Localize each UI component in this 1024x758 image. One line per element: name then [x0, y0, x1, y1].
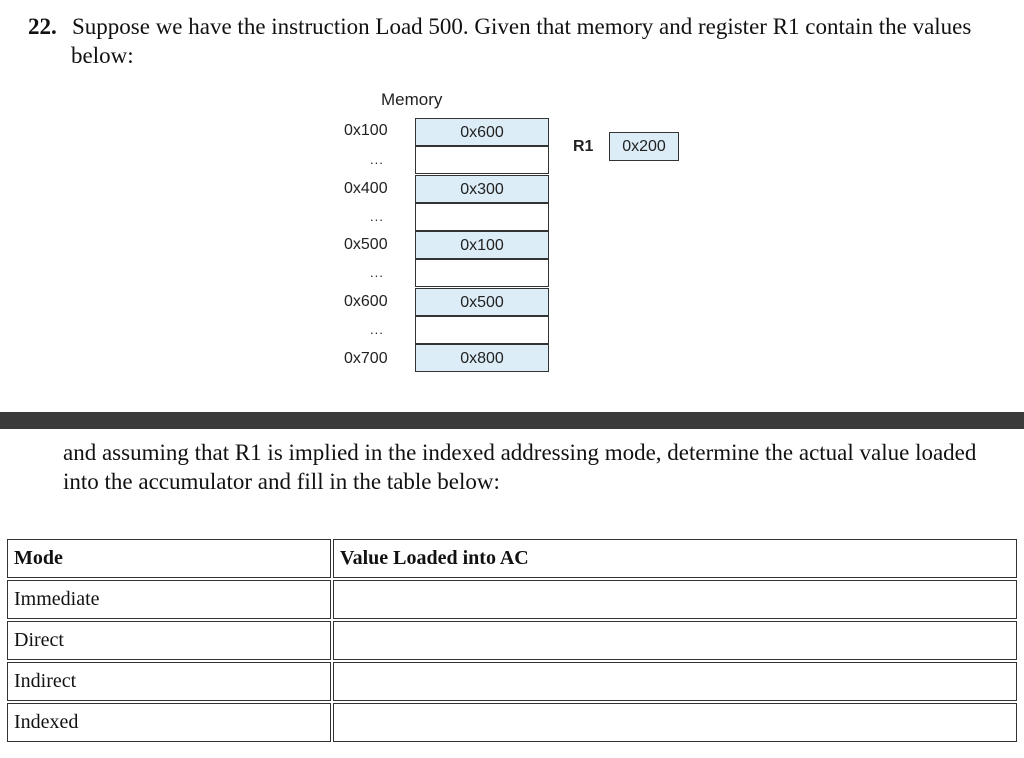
memory-ellipsis: ...: [370, 209, 384, 224]
table-row: [7, 580, 1017, 619]
value-cell[interactable]: [333, 703, 1017, 742]
table-row: [7, 703, 1017, 742]
addressing-mode-table: [5, 537, 1019, 744]
header-mode: Mode: [7, 539, 331, 578]
memory-address-0x100: 0x100: [344, 122, 388, 139]
memory-ellipsis: ...: [370, 152, 384, 167]
memory-address-0x700: 0x700: [344, 350, 388, 367]
mode-cell: Immediate: [7, 580, 331, 619]
memory-cell-empty: [415, 316, 549, 344]
question-line-2: below:: [71, 43, 134, 68]
question-number: 22.: [28, 14, 57, 39]
memory-cell-0x400: 0x300: [415, 175, 549, 203]
memory-cell-0x100: 0x600: [415, 118, 549, 146]
memory-address-0x500: 0x500: [344, 236, 388, 253]
table-header-row: [7, 539, 1017, 578]
memory-ellipsis: ...: [370, 322, 384, 337]
memory-cell-empty: [415, 146, 549, 174]
memory-cell-0x600: 0x500: [415, 288, 549, 316]
mode-cell: Direct: [7, 621, 331, 660]
value-cell[interactable]: [333, 580, 1017, 619]
section-divider: [0, 412, 1024, 429]
memory-ellipsis: ...: [370, 265, 384, 280]
value-cell[interactable]: [333, 662, 1017, 701]
question-line-1-text: Suppose we have the instruction Load 500. Given that memory and register R1 contain the values: [72, 14, 972, 39]
memory-address-0x600: 0x600: [344, 293, 388, 310]
register-r1-value: 0x200: [609, 132, 679, 161]
memory-cell-0x500: 0x100: [415, 231, 549, 259]
memory-cell-0x700: 0x800: [415, 344, 549, 372]
paragraph-line-2: into the accumulator and fill in the table below:: [63, 469, 500, 494]
table-row: [7, 621, 1017, 660]
register-r1-label: R1: [573, 138, 594, 155]
memory-cell-empty: [415, 203, 549, 231]
table-row: [7, 662, 1017, 701]
mode-cell: Indirect: [7, 662, 331, 701]
paragraph-line-1: and assuming that R1 is implied in the indexed addressing mode, determine the actual value loaded: [63, 440, 977, 465]
memory-diagram: [320, 84, 720, 384]
mode-cell: Indexed: [7, 703, 331, 742]
question-text: [28, 12, 1020, 70]
value-cell[interactable]: [333, 621, 1017, 660]
instruction-paragraph: [63, 438, 1021, 496]
question-line-1: [28, 12, 1020, 41]
header-value: Value Loaded into AC: [333, 539, 1017, 578]
memory-cell-empty: [415, 259, 549, 287]
memory-title: Memory: [381, 90, 443, 109]
memory-address-0x400: 0x400: [344, 180, 388, 197]
